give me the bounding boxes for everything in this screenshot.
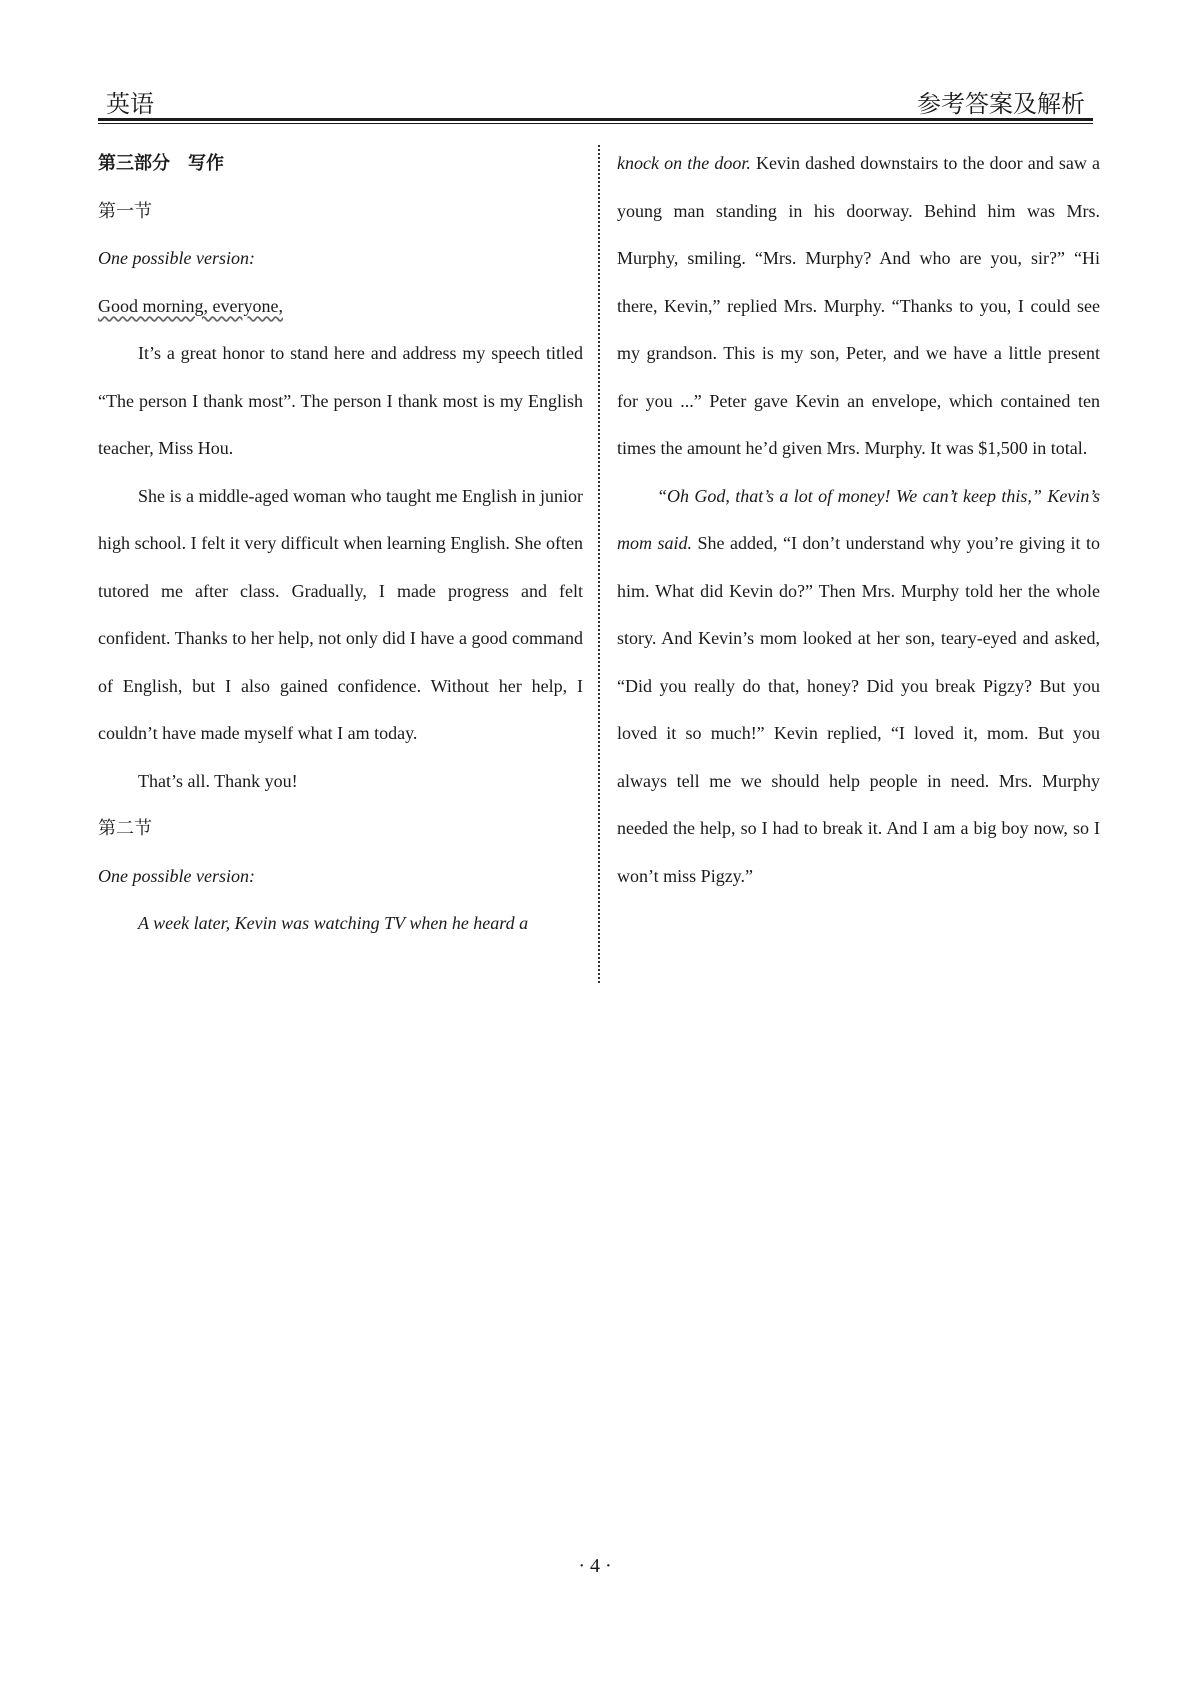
page-number: · 4 · [578,1555,612,1577]
greeting: Good morning, everyone, [98,295,283,316]
essay-paragraph-1: It’s a great honor to stand here and address my speech titled “The person I thank most”. The person I thank most is my English teacher, Miss Hou. [98,343,583,458]
page-header [98,80,1093,116]
essay-paragraph-3: That’s all. Thank you! [138,770,298,791]
section2-version-label: One possible version: [98,865,255,886]
right-column [617,140,1100,900]
left-column [98,140,583,948]
subject-label: 英语 [106,92,154,118]
story-opening-sentence: A week later, Kevin was watching TV when he heard a [138,913,529,933]
section1-version-label: One possible version: [98,248,255,268]
story-paragraph-1 [617,140,1100,473]
header-rule-thick [98,118,1093,121]
section1-heading: 第一节 [98,200,152,222]
story-paragraph-1-text: Kevin dashed downstairs to the door and saw a young man standing in his doorway. Behind him was Mrs. Murphy, smiling. “Mrs. Murphy? And who are you, sir?” “Hi there, Kevin,” replied Mrs. Murphy. “Thanks to you, I could see my grandson. This is my son, Peter, and we have a little present for you ...” Peter gave Kevin an envelope, which contained ten times the amount he’d given Mrs. Murphy. It was $1,500 in total. [617,153,1100,458]
story-paragraph-1-italic: knock on the door. [617,153,751,173]
section-title: 参考答案及解析 [917,92,1085,118]
essay-paragraph-2: She is a middle-aged woman who taught me English in junior high school. I felt it very difficult when learning English. She often tutored me after class. Gradually, I made progress and felt confident. Thanks to her help, not only did I have a good command of English, but I also gained confidence. Without her help, I couldn’t have made myself what I am today. [98,485,583,743]
part-heading: 第三部分 写作 [98,153,224,174]
story-paragraph-2-italic: “Oh God, that’s a lot of money! We can’t keep this,” Kevin’s mom said. [617,485,1100,553]
header-rule-thin [98,123,1093,124]
story-paragraph-2 [617,473,1100,901]
section2-heading: 第二节 [98,818,152,839]
story-paragraph-2-text: She added, “I don’t understand why you’re giving it to him. What did Kevin do?” Then Mrs. Murphy told her the whole story. And Kevin’s mom looked at her son, teary-eyed and asked, “Did you really do that, honey? Did you break Pigzy? But you loved it so much!” Kevin replied, “I loved it, mom. But you always tell me we should help people in need. Mrs. Murphy needed the help, so I had to break it. And I am a big boy now, so I won’t miss Pigzy.” [617,533,1100,886]
column-divider [598,145,600,983]
